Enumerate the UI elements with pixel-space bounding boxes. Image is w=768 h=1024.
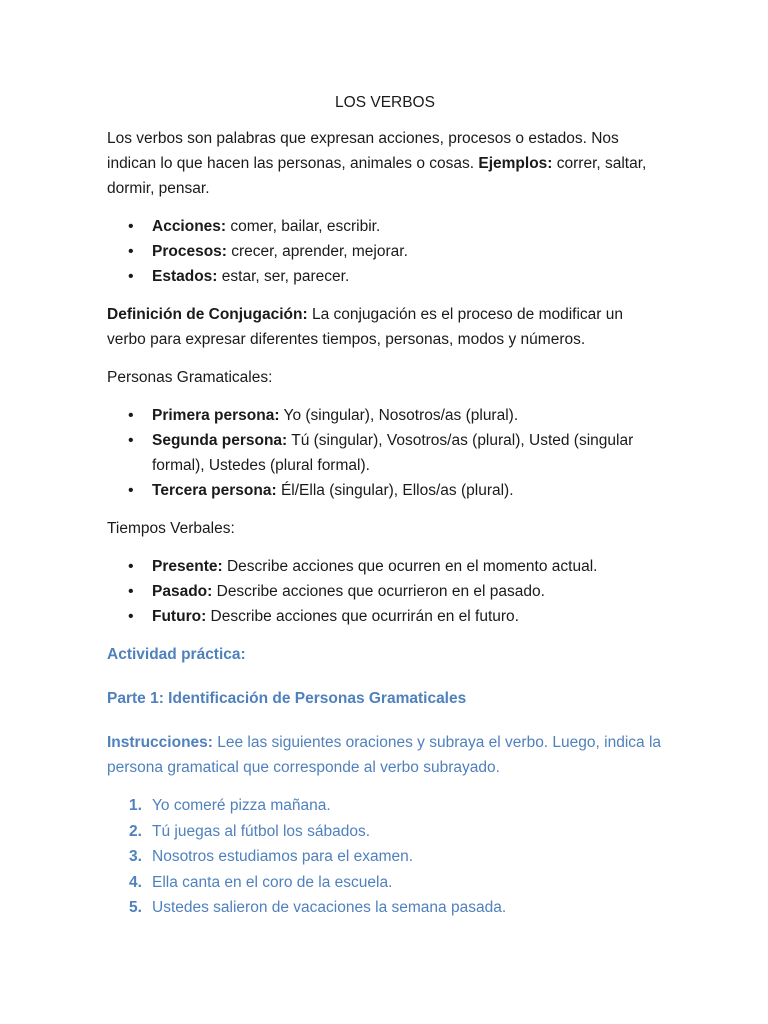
list-item bbox=[107, 604, 663, 629]
list-item bbox=[107, 264, 663, 289]
sentence-text: Ustedes salieron de vacaciones la semana pasada. bbox=[152, 899, 507, 916]
item-label: Primera persona: bbox=[152, 407, 280, 424]
persons-list bbox=[107, 403, 663, 503]
tenses-heading: Tiempos Verbales: bbox=[107, 520, 235, 537]
item-number: 3. bbox=[129, 848, 142, 865]
conjugation-label: Definición de Conjugación: bbox=[107, 306, 308, 323]
list-item bbox=[107, 239, 663, 264]
intro-text: Los verbos son palabras que expresan acciones, procesos o estados. Nos indican lo que hacen las personas, animales o cosas. bbox=[107, 130, 619, 172]
item-text: Describe acciones que ocurrieron en el pasado. bbox=[212, 583, 545, 600]
item-number: 5. bbox=[129, 899, 142, 916]
sentence-item bbox=[107, 819, 663, 845]
item-label: Estados: bbox=[152, 268, 218, 285]
intro-paragraph bbox=[107, 126, 663, 201]
sentence-item bbox=[107, 793, 663, 819]
part-title: Parte 1: Identificación de Personas Gramaticales bbox=[107, 690, 467, 707]
item-label: Segunda persona: bbox=[152, 432, 288, 449]
item-text: estar, ser, parecer. bbox=[217, 268, 350, 285]
verb-types-list bbox=[107, 214, 663, 289]
item-text: Describe acciones que ocurrirán en el futuro. bbox=[206, 608, 519, 625]
list-item bbox=[107, 478, 663, 503]
sentence-text: Nosotros estudiamos para el examen. bbox=[152, 848, 414, 865]
item-label: Procesos: bbox=[152, 243, 227, 260]
item-text: comer, bailar, escribir. bbox=[226, 218, 381, 235]
persons-heading: Personas Gramaticales: bbox=[107, 369, 273, 386]
item-text: Tú (singular), Vosotros/as (plural), Usted (singular formal), Ustedes (plural formal). bbox=[152, 432, 634, 474]
item-label: Presente: bbox=[152, 558, 223, 575]
sentences-list bbox=[107, 793, 663, 921]
list-item bbox=[107, 428, 663, 478]
instructions-text: Lee las siguientes oraciones y subraya el verbo. Luego, indica la persona gramatical que corresponde al verbo subrayado. bbox=[107, 734, 662, 776]
sentence-text: Yo comeré pizza mañana. bbox=[152, 797, 331, 814]
instructions-label: Instrucciones: bbox=[107, 734, 213, 751]
item-number: 1. bbox=[129, 797, 142, 814]
sentence-item bbox=[107, 870, 663, 896]
list-item bbox=[107, 214, 663, 239]
sentence-item bbox=[107, 844, 663, 870]
document-page bbox=[107, 92, 663, 921]
list-item bbox=[107, 579, 663, 604]
item-text: Describe acciones que ocurren en el momento actual. bbox=[222, 558, 598, 575]
item-number: 2. bbox=[129, 822, 142, 840]
instructions-paragraph bbox=[107, 730, 663, 780]
item-text: Yo (singular), Nosotros/as (plural). bbox=[279, 407, 519, 424]
item-text: crecer, aprender, mejorar. bbox=[226, 243, 408, 260]
item-label: Tercera persona: bbox=[152, 482, 277, 499]
list-item bbox=[107, 403, 663, 428]
conjugation-paragraph bbox=[107, 302, 663, 352]
item-text: Él/Ella (singular), Ellos/as (plural). bbox=[276, 482, 514, 499]
sentence-item bbox=[107, 895, 663, 921]
item-label: Acciones: bbox=[152, 218, 227, 235]
document-title: LOS VERBOS bbox=[335, 94, 435, 111]
sentence-text: Ella canta en el coro de la escuela. bbox=[152, 873, 393, 891]
item-label: Futuro: bbox=[152, 608, 207, 625]
sentence-text: Tú juegas al fútbol los sábados. bbox=[152, 822, 370, 840]
item-label: Pasado: bbox=[152, 583, 213, 600]
examples-label: Ejemplos: bbox=[478, 155, 553, 172]
examples-text: correr, saltar, dormir, pensar. bbox=[107, 155, 647, 197]
list-item bbox=[107, 554, 663, 579]
tenses-list bbox=[107, 554, 663, 629]
item-number: 4. bbox=[129, 873, 142, 891]
activity-heading: Actividad práctica: bbox=[107, 646, 246, 663]
conjugation-text: La conjugación es el proceso de modificar un verbo para expresar diferentes tiempos, personas, modos y números. bbox=[107, 306, 623, 348]
